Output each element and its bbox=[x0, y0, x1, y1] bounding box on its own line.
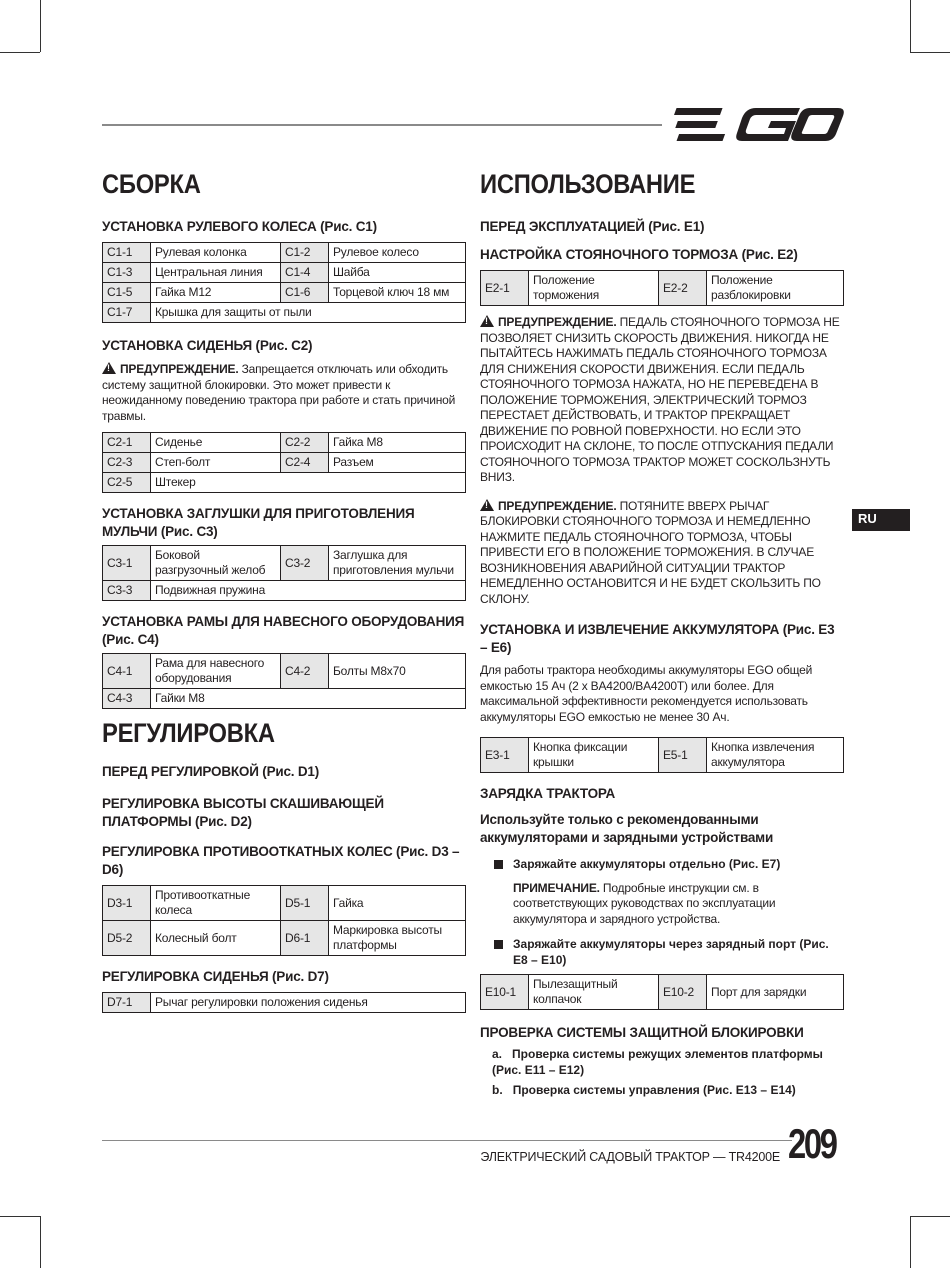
part-code: C4-3 bbox=[103, 689, 151, 709]
footer-rule bbox=[102, 1140, 792, 1141]
language-tab: RU bbox=[852, 509, 910, 531]
part-name: Положение разблокировки bbox=[707, 271, 844, 306]
charge-subheading: Используйте только с рекомендованными аккумуляторами и зарядными устройствами bbox=[480, 812, 774, 845]
part-name: Рулевая колонка bbox=[151, 243, 281, 263]
note-label: ПРИМЕЧАНИЕ. bbox=[513, 880, 600, 895]
part-name: Колесный болт bbox=[151, 921, 281, 956]
part-name: Кнопка извлечения аккумулятора bbox=[707, 738, 844, 773]
part-name: Степ-болт bbox=[151, 453, 281, 473]
note-text: Подробные инструкции см. в соответствующих руководствах по эксплуатации аккумулятора и зарядного устройства. bbox=[513, 880, 776, 926]
part-name: Центральная линия bbox=[151, 263, 281, 283]
part-code: C3-1 bbox=[103, 546, 151, 581]
part-code: C2-4 bbox=[281, 453, 329, 473]
table-row bbox=[103, 581, 466, 601]
table-row bbox=[103, 303, 466, 323]
table-row bbox=[103, 263, 466, 283]
table-row bbox=[103, 546, 466, 581]
table-row bbox=[103, 886, 466, 921]
c1-heading: УСТАНОВКА РУЛЕВОГО КОЛЕСА (Рис. C1) bbox=[102, 219, 377, 234]
part-code: E5-1 bbox=[659, 738, 707, 773]
c2-parts-table bbox=[102, 432, 466, 493]
c4-parts-table bbox=[102, 653, 466, 709]
ego-logo bbox=[672, 104, 844, 144]
charge-note bbox=[480, 881, 844, 928]
part-name: Разъем bbox=[329, 453, 466, 473]
bullet-text: Заряжайте аккумуляторы через зарядный порт (Рис. E8 – E10) bbox=[513, 937, 829, 967]
part-code: C1-4 bbox=[281, 263, 329, 283]
part-name: Сиденье bbox=[151, 433, 281, 453]
charge-bullet-1 bbox=[480, 857, 844, 873]
part-name: Шайба bbox=[329, 263, 466, 283]
safety-heading: ПРОВЕРКА СИСТЕМЫ ЗАЩИТНОЙ БЛОКИРОВКИ bbox=[480, 1025, 804, 1040]
e2-parts-table bbox=[480, 270, 844, 306]
warning-label: ПРЕДУПРЕЖДЕНИЕ. bbox=[498, 315, 617, 329]
table-row bbox=[103, 689, 466, 709]
c3-heading: УСТАНОВКА ЗАГЛУШКИ ДЛЯ ПРИГОТОВЛЕНИЯ МУЛЬЧИ (Рис. C3) bbox=[102, 506, 415, 539]
e3-text: Для работы трактора необходимы аккумуляторы EGO общей емкостью 15 Ач (2 x BA4200/BA4200T) или более. Для максимальной эффективности рекомендуется использовать аккумуляторы EGO емкостью не менее 30 Ач. bbox=[480, 663, 813, 724]
part-name: Маркировка высоты платформы bbox=[329, 921, 466, 956]
part-code: D5-1 bbox=[281, 886, 329, 921]
d3-parts-table bbox=[102, 885, 466, 956]
part-code: C2-5 bbox=[103, 473, 151, 493]
d2-heading: РЕГУЛИРОВКА ВЫСОТЫ СКАШИВАЮЩЕЙ ПЛАТФОРМЫ (Рис. D2) bbox=[102, 796, 384, 829]
part-name: Крышка для защиты от пыли bbox=[151, 303, 466, 323]
header-rule bbox=[102, 124, 662, 126]
warning-text: Запрещается отключать или обходить систему защитной блокировки. Это может привести к неожиданному поведению трактора при работе и стать причиной травмы. bbox=[102, 362, 456, 423]
table-row bbox=[103, 654, 466, 689]
warning-label: ПРЕДУПРЕЖДЕНИЕ. bbox=[498, 498, 617, 513]
charge-bullet-2 bbox=[480, 937, 844, 968]
warning-icon bbox=[480, 315, 494, 327]
part-code: D6-1 bbox=[281, 921, 329, 956]
table-row bbox=[481, 738, 844, 773]
part-code: C3-2 bbox=[281, 546, 329, 581]
table-row bbox=[103, 283, 466, 303]
right-column bbox=[480, 168, 844, 1098]
warning-icon bbox=[102, 362, 116, 374]
table-row bbox=[103, 243, 466, 263]
part-code: C1-6 bbox=[281, 283, 329, 303]
e3-parts-table bbox=[480, 737, 844, 773]
crop-mark bbox=[910, 1216, 950, 1217]
part-code: D5-2 bbox=[103, 921, 151, 956]
crop-mark bbox=[910, 52, 950, 53]
part-code: E3-1 bbox=[481, 738, 529, 773]
table-row bbox=[103, 453, 466, 473]
d7-parts-table bbox=[102, 992, 466, 1013]
d1-heading: ПЕРЕД РЕГУЛИРОВКОЙ (Рис. D1) bbox=[102, 764, 320, 779]
e10-parts-table bbox=[480, 974, 844, 1010]
part-code: E2-2 bbox=[659, 271, 707, 306]
part-code: D3-1 bbox=[103, 886, 151, 921]
list-marker: b. bbox=[492, 1083, 503, 1097]
c2-heading: УСТАНОВКА СИДЕНЬЯ (Рис. C2) bbox=[102, 338, 313, 353]
part-code: C2-1 bbox=[103, 433, 151, 453]
c3-parts-table bbox=[102, 545, 466, 601]
safety-item-a bbox=[480, 1046, 844, 1078]
part-code: E10-2 bbox=[659, 975, 707, 1010]
c2-warning bbox=[102, 361, 466, 424]
part-name: Рычаг регулировки положения сиденья bbox=[151, 993, 466, 1013]
part-code: C1-1 bbox=[103, 243, 151, 263]
left-column bbox=[102, 168, 466, 1013]
part-name: Порт для зарядки bbox=[707, 975, 844, 1010]
c4-heading: УСТАНОВКА РАМЫ ДЛЯ НАВЕСНОГО ОБОРУДОВАНИЯ (Рис. C4) bbox=[102, 614, 465, 647]
part-code: C4-2 bbox=[281, 654, 329, 689]
crop-mark bbox=[0, 52, 40, 53]
part-code: C2-2 bbox=[281, 433, 329, 453]
bullet-text: Заряжайте аккумуляторы отдельно (Рис. E7) bbox=[513, 857, 781, 871]
part-code: C1-7 bbox=[103, 303, 151, 323]
part-code: C1-3 bbox=[103, 263, 151, 283]
page-number: 209 bbox=[788, 1120, 836, 1167]
d3-heading: РЕГУЛИРОВКА ПРОТИВООТКАТНЫХ КОЛЕС (Рис. D3 – D6) bbox=[102, 844, 460, 877]
part-name: Рама для навесного оборудования bbox=[151, 654, 281, 689]
part-name: Заглушка для приготовления мульчи bbox=[329, 546, 466, 581]
c1-parts-table bbox=[102, 242, 466, 323]
part-code: C2-3 bbox=[103, 453, 151, 473]
e1-heading: ПЕРЕД ЭКСПЛУАТАЦИЕЙ (Рис. E1) bbox=[480, 219, 705, 234]
part-name: Пылезащитный колпачок bbox=[529, 975, 659, 1010]
warning-text: ПЕДАЛЬ СТОЯНОЧНОГО ТОРМОЗА НЕ ПОЗВОЛЯЕТ СНИЗИТЬ СКОРОСТЬ ДВИЖЕНИЯ. НИКОГДА НЕ ПЫТАЙТЕСЬ НАЖИМАТЬ ПЕДАЛЬ СТОЯНОЧНОГО ТОРМОЗА ДЛЯ СНИЖЕНИЯ СКОРОСТИ ДВИЖЕНИЯ. ЕСЛИ ПЕДАЛЬ СТОЯНОЧНОГО ТОРМОЗА НАЖАТА, НО НЕ ПЕРЕВЕДЕНА В ПОЛОЖЕНИЕ ТОРМОЖЕНИЯ, ЭЛЕКТРИЧЕСКИЙ ТОРМОЗ ПЕРЕСТАЕТ ДЕЙСТВОВАТЬ, И ТРАКТОР ПРЕКРАЩАЕТ ДВИЖЕНИЕ ПО РОВНОЙ ПОВЕРХНОСТИ. НО ЕСЛИ ЭТО ПРОИСХОДИТ НА СКЛОНЕ, ТО ПОСЛЕ ОТПУСКАНИЯ ПЕДАЛИ СТОЯНОЧНОГО ТОРМОЗА ТРАКТОР МОЖЕТ СОСКОЛЬЗНУТЬ ВНИЗ. bbox=[480, 315, 840, 484]
section-title-adjustment: РЕГУЛИРОВКА bbox=[102, 718, 275, 748]
part-code: D7-1 bbox=[103, 993, 151, 1013]
part-name: Положение торможения bbox=[529, 271, 659, 306]
part-name: Болты M8x70 bbox=[329, 654, 466, 689]
part-name: Рулевое колесо bbox=[329, 243, 466, 263]
footer-title: ЭЛЕКТРИЧЕСКИЙ САДОВЫЙ ТРАКТОР — TR4200E bbox=[480, 1150, 780, 1164]
part-name: Штекер bbox=[151, 473, 466, 493]
list-item-text: Проверка системы режущих элементов платформы (Рис. E11 – E12) bbox=[492, 1047, 823, 1077]
crop-mark bbox=[910, 0, 911, 52]
warning-icon bbox=[480, 499, 494, 511]
part-name: Гайка bbox=[329, 886, 466, 921]
safety-item-b bbox=[480, 1082, 844, 1098]
table-row bbox=[481, 271, 844, 306]
part-name: Подвижная пружина bbox=[151, 581, 466, 601]
section-title-assembly: СБОРКА bbox=[102, 169, 201, 199]
table-row bbox=[103, 993, 466, 1013]
e2-warning-2 bbox=[480, 498, 844, 608]
part-name: Гайка M12 bbox=[151, 283, 281, 303]
warning-text: ПОТЯНИТЕ ВВЕРХ РЫЧАГ БЛОКИРОВКИ СТОЯНОЧНОГО ТОРМОЗА И НЕМЕДЛЕННО НАЖМИТЕ ПЕДАЛЬ СТОЯНОЧНОГО ТОРМОЗА, ЧТОБЫ ПРИВЕСТИ ЕГО В ПОЛОЖЕНИЕ ТОРМОЖЕНИЯ. В СЛУЧАЕ ВОЗНИКНОВЕНИЯ АВАРИЙНОЙ СИТУАЦИИ ТРАКТОР НЕМЕДЛЕННО ОСТАНОВИТСЯ И НЕ БУДЕТ СКОЛЬЗИТЬ ПО СКЛОНУ. bbox=[480, 498, 821, 606]
part-code: E2-1 bbox=[481, 271, 529, 306]
part-name: Гайка M8 bbox=[329, 433, 466, 453]
crop-mark bbox=[0, 1216, 40, 1217]
part-name: Противооткатные колеса bbox=[151, 886, 281, 921]
part-name: Торцевой ключ 18 мм bbox=[329, 283, 466, 303]
table-row bbox=[481, 975, 844, 1010]
crop-mark bbox=[40, 1216, 41, 1268]
bullet-icon bbox=[494, 940, 503, 949]
part-code: C1-2 bbox=[281, 243, 329, 263]
warning-label: ПРЕДУПРЕЖДЕНИЕ. bbox=[120, 362, 239, 376]
crop-mark bbox=[40, 0, 41, 52]
table-row bbox=[103, 433, 466, 453]
e2-heading: НАСТРОЙКА СТОЯНОЧНОГО ТОРМОЗА (Рис. E2) bbox=[480, 247, 798, 262]
list-marker: a. bbox=[492, 1047, 503, 1061]
table-row bbox=[103, 473, 466, 493]
crop-mark bbox=[910, 1216, 911, 1268]
part-code: C3-3 bbox=[103, 581, 151, 601]
part-name: Кнопка фиксации крышки bbox=[529, 738, 659, 773]
part-code: E10-1 bbox=[481, 975, 529, 1010]
list-item-text: Проверка системы управления (Рис. E13 – E14) bbox=[512, 1083, 796, 1097]
e2-warning-1 bbox=[480, 314, 844, 486]
bullet-icon bbox=[494, 860, 503, 869]
part-code: C1-5 bbox=[103, 283, 151, 303]
d7-heading: РЕГУЛИРОВКА СИДЕНЬЯ (Рис. D7) bbox=[102, 969, 329, 984]
section-title-operation: ИСПОЛЬЗОВАНИЕ bbox=[480, 169, 696, 199]
part-name: Боковой разгрузочный желоб bbox=[151, 546, 281, 581]
e3-heading: УСТАНОВКА И ИЗВЛЕЧЕНИЕ АККУМУЛЯТОРА (Рис. E3 – E6) bbox=[480, 622, 835, 655]
part-code: C4-1 bbox=[103, 654, 151, 689]
charge-heading: ЗАРЯДКА ТРАКТОРА bbox=[480, 786, 616, 801]
table-row bbox=[103, 921, 466, 956]
part-name: Гайки M8 bbox=[151, 689, 466, 709]
